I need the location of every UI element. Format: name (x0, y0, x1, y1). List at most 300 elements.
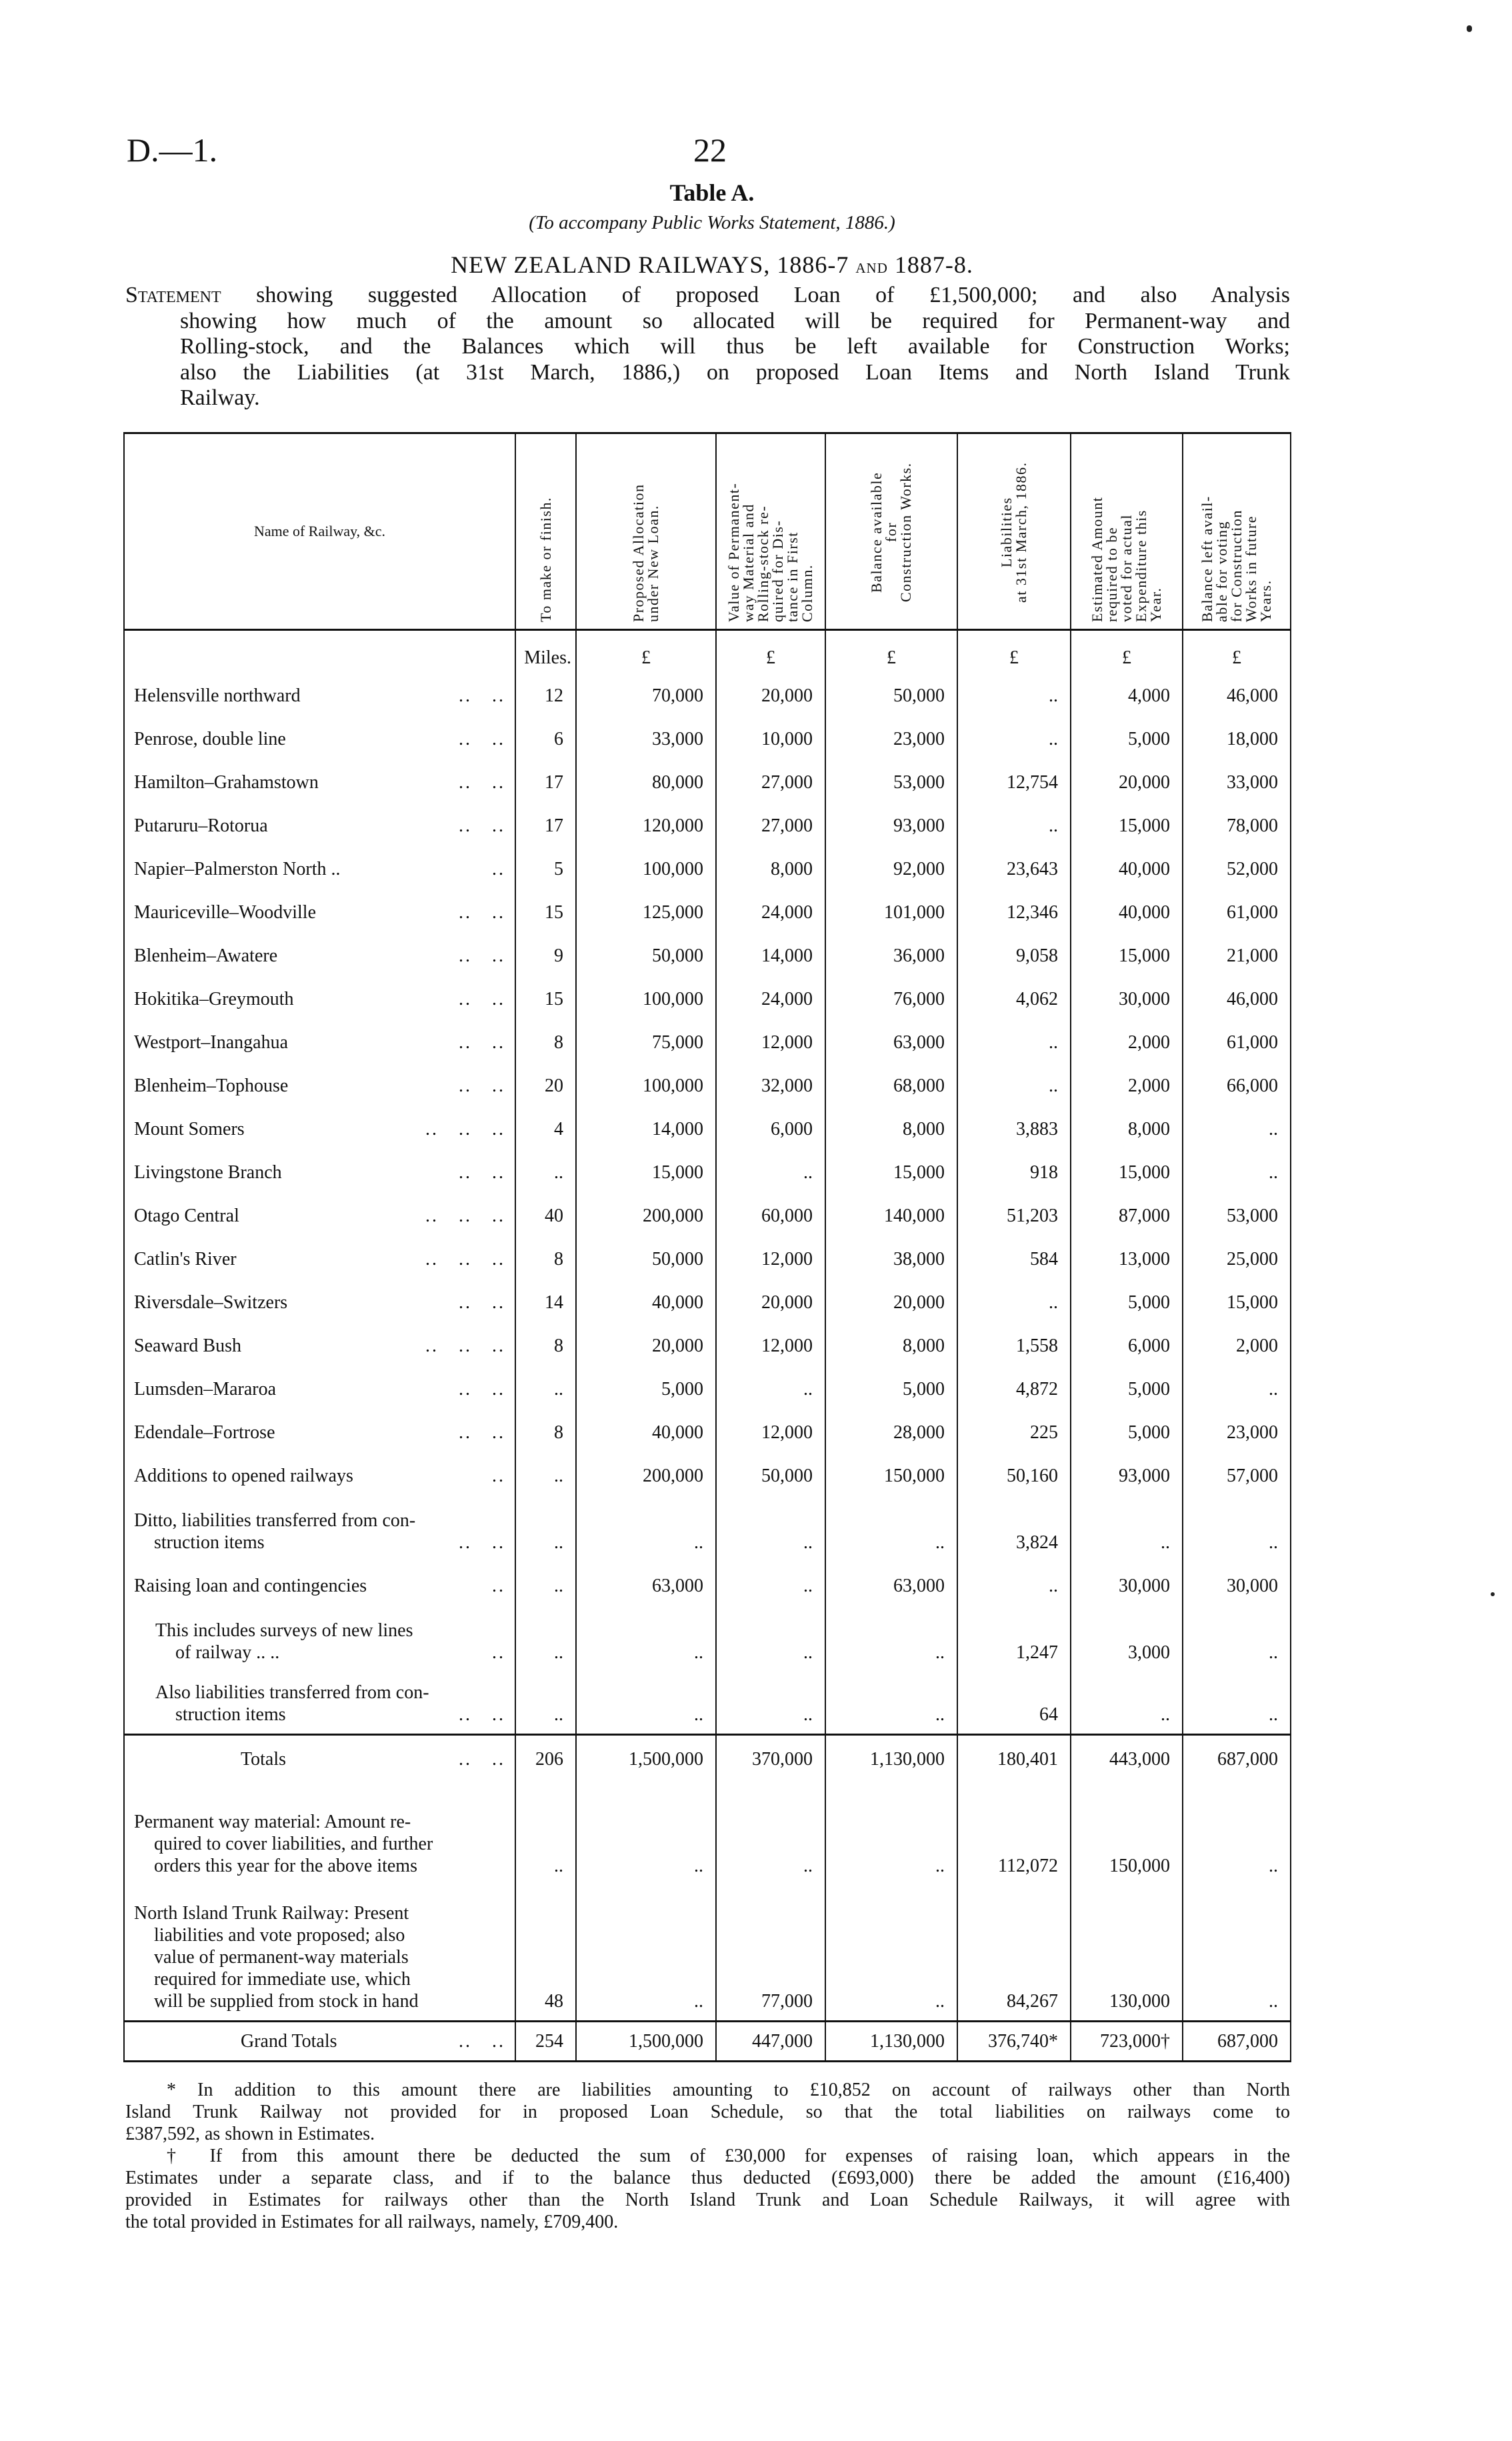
column-header-proposed-allocation (576, 433, 716, 630)
railway-name-cell (124, 1061, 515, 1105)
balance-available-cell: .. (825, 1672, 957, 1735)
proposed-allocation-cell: 120,000 (576, 801, 716, 845)
balance-left-cell: 61,000 (1183, 1018, 1291, 1061)
railway-name-cell (124, 1885, 515, 2022)
railway-name-line: Totals (241, 1748, 287, 1770)
table-row (124, 1365, 1291, 1408)
liabilities-cell: 64 (957, 1672, 1071, 1735)
footnote-dagger-line: † If from this amount there be deducted the sum of £30,000 for expenses of raising loan, which appears in the (167, 2146, 1290, 2166)
unit-label: £ (716, 630, 825, 671)
miles-cell: 14 (515, 1278, 576, 1322)
railway-name-line: required for immediate use, which (154, 1969, 411, 1990)
balance-left-cell: 52,000 (1183, 845, 1291, 888)
balance-available-cell: .. (825, 1778, 957, 1885)
unit-label: Miles. (515, 630, 576, 671)
railway-name-line: Napier–Palmerston North .. (134, 858, 341, 879)
dot-leaders: .. (492, 858, 505, 879)
railway-name-line: Grand Totals (241, 2031, 337, 2052)
estimated-amount-cell: 723,000† (1071, 2022, 1183, 2062)
railway-name-line: Catlin's River (134, 1248, 237, 1270)
column-header-text: Estimated Amount required to be voted for actual Expenditure this Year. (1089, 496, 1164, 622)
balance-left-cell: 57,000 (1183, 1452, 1291, 1495)
column-header-text: Liabilities at 31st March, 1886. (998, 461, 1029, 603)
table-row (124, 1672, 1291, 1735)
balance-available-cell: 93,000 (825, 801, 957, 845)
balance-left-cell: .. (1183, 1148, 1291, 1191)
railway-name-cell (124, 975, 515, 1018)
totals-row (124, 2022, 1291, 2062)
permanent-way-value-cell: 12,000 (716, 1018, 825, 1061)
table-row (124, 1778, 1291, 1885)
liabilities-cell: 1,247 (957, 1605, 1071, 1672)
title-part-1: NEW ZEALAND RAILWAYS, 1886-7 (451, 251, 849, 278)
column-header-balance-left (1183, 433, 1291, 630)
railway-name-line: This includes surveys of new lines (155, 1620, 413, 1641)
miles-cell: 8 (515, 1408, 576, 1452)
table-label: Table A. (669, 179, 755, 206)
statement-line: also the Liabilities (at 31st March, 1886,) on proposed Loan Items and North Island Trunk (180, 359, 1290, 385)
statement-line: Rolling-stock, and the Balances which will thus be left available for Construction Works; (180, 334, 1290, 359)
permanent-way-value-cell: 20,000 (716, 671, 825, 715)
proposed-allocation-cell: 1,500,000 (576, 1735, 716, 1778)
liabilities-cell: 12,346 (957, 888, 1071, 931)
table-row (124, 1278, 1291, 1322)
balance-available-cell: 150,000 (825, 1452, 957, 1495)
proposed-allocation-cell: 80,000 (576, 758, 716, 801)
liabilities-cell: 376,740* (957, 2022, 1071, 2062)
proposed-allocation-cell: 50,000 (576, 1235, 716, 1278)
unit-label: £ (576, 630, 716, 671)
table-row (124, 1885, 1291, 2022)
footnote-star-line: * In addition to this amount there are liabilities amounting to £10,852 on account of railways other than North (167, 2080, 1290, 2100)
proposed-allocation-cell: 20,000 (576, 1322, 716, 1365)
permanent-way-value-cell: 12,000 (716, 1235, 825, 1278)
footnote-star-line: £387,592, as shown in Estimates. (125, 2124, 375, 2144)
permanent-way-value-cell: .. (716, 1365, 825, 1408)
railway-name-cell (124, 1365, 515, 1408)
railway-name-cell (124, 1452, 515, 1495)
railway-name-cell (124, 1778, 515, 1885)
permanent-way-value-cell: 12,000 (716, 1408, 825, 1452)
permanent-way-value-cell: 77,000 (716, 1885, 825, 2022)
footnote-dagger-line: the total provided in Estimates for all railways, namely, £709,400. (125, 2212, 619, 2232)
table-row (124, 1605, 1291, 1672)
railway-name-cell (124, 931, 515, 975)
proposed-allocation-cell: .. (576, 1605, 716, 1672)
miles-cell: 9 (515, 931, 576, 975)
miles-cell: 15 (515, 975, 576, 1018)
table-row (124, 1235, 1291, 1278)
permanent-way-value-cell: 14,000 (716, 931, 825, 975)
estimated-amount-cell: .. (1071, 1495, 1183, 1562)
proposed-allocation-cell: 14,000 (576, 1105, 716, 1148)
balance-available-cell: 63,000 (825, 1018, 957, 1061)
railway-name-line: Ditto, liabilities transferred from con- (134, 1510, 416, 1531)
table-row (124, 1408, 1291, 1452)
permanent-way-value-cell: 10,000 (716, 715, 825, 758)
railway-name-cell (124, 1408, 515, 1452)
permanent-way-value-cell: .. (716, 1605, 825, 1672)
liabilities-cell: 4,062 (957, 975, 1071, 1018)
miles-cell: 17 (515, 758, 576, 801)
balance-left-cell: .. (1183, 1605, 1291, 1672)
dot-leaders: .. .. (459, 685, 505, 706)
miles-cell: 40 (515, 1191, 576, 1235)
unit-label: £ (1183, 630, 1291, 671)
balance-available-cell: 76,000 (825, 975, 957, 1018)
railway-name-line: Additions to opened railways (134, 1465, 353, 1486)
railways-table (123, 432, 1291, 2062)
scan-speck (1491, 1592, 1495, 1596)
dot-leaders: .. .. (459, 1704, 505, 1725)
unit-label: £ (957, 630, 1071, 671)
estimated-amount-cell: 15,000 (1071, 1148, 1183, 1191)
dot-leaders: .. .. (459, 771, 505, 793)
balance-left-cell: .. (1183, 1495, 1291, 1562)
balance-left-cell: 687,000 (1183, 1735, 1291, 1778)
dot-leaders: .. .. (459, 1075, 505, 1096)
balance-available-cell: 8,000 (825, 1105, 957, 1148)
permanent-way-value-cell: 447,000 (716, 2022, 825, 2062)
liabilities-cell: 12,754 (957, 758, 1071, 801)
estimated-amount-cell: 87,000 (1071, 1191, 1183, 1235)
liabilities-cell: .. (957, 671, 1071, 715)
estimated-amount-cell: 5,000 (1071, 715, 1183, 758)
liabilities-cell: 3,883 (957, 1105, 1071, 1148)
estimated-amount-cell: 40,000 (1071, 888, 1183, 931)
proposed-allocation-cell: .. (576, 1672, 716, 1735)
proposed-allocation-cell: .. (576, 1885, 716, 2022)
proposed-allocation-cell: 200,000 (576, 1191, 716, 1235)
column-header-text: Value of Permanent- way Material and Rolling-stock re- quired for Dis- tance in First Column. (725, 482, 815, 622)
miles-cell: .. (515, 1562, 576, 1605)
balance-left-cell: 25,000 (1183, 1235, 1291, 1278)
estimated-amount-cell: 15,000 (1071, 931, 1183, 975)
dot-leaders: .. .. (459, 2031, 505, 2052)
liabilities-cell: 918 (957, 1148, 1071, 1191)
railway-name-cell (124, 758, 515, 801)
balance-left-cell: 46,000 (1183, 671, 1291, 715)
footnotes (125, 2079, 1290, 2233)
miles-cell: 8 (515, 1322, 576, 1365)
railway-name-cell (124, 1105, 515, 1148)
dot-leaders: .. .. (459, 728, 505, 749)
balance-available-cell: 5,000 (825, 1365, 957, 1408)
dot-leaders: .. .. .. (425, 1118, 505, 1139)
permanent-way-value-cell: .. (716, 1495, 825, 1562)
permanent-way-value-cell: .. (716, 1148, 825, 1191)
dot-leaders: .. (492, 1465, 505, 1486)
table-row (124, 1105, 1291, 1148)
balance-left-cell: 53,000 (1183, 1191, 1291, 1235)
permanent-way-value-cell: 24,000 (716, 975, 825, 1018)
table-row (124, 1061, 1291, 1105)
estimated-amount-cell: 40,000 (1071, 845, 1183, 888)
railway-name-cell (124, 715, 515, 758)
proposed-allocation-cell: 50,000 (576, 931, 716, 975)
liabilities-cell: .. (957, 1061, 1071, 1105)
table-row (124, 671, 1291, 715)
estimated-amount-cell: .. (1071, 1672, 1183, 1735)
railway-name-line: North Island Trunk Railway: Present (134, 1903, 409, 1924)
railway-name-cell (124, 1495, 515, 1562)
railway-name-cell (124, 1322, 515, 1365)
balance-available-cell: 1,130,000 (825, 2022, 957, 2062)
liabilities-cell: 84,267 (957, 1885, 1071, 2022)
dot-leaders: .. .. (459, 1422, 505, 1443)
permanent-way-value-cell: .. (716, 1778, 825, 1885)
unit-label: £ (1071, 630, 1183, 671)
permanent-way-value-cell: 60,000 (716, 1191, 825, 1235)
column-header-text: Balance available for Construction Works. (868, 462, 914, 602)
totals-row (124, 1735, 1291, 1778)
footnote-star-line: Island Trunk Railway not provided for in proposed Loan Schedule, so that the total liabilities on railways come to (125, 2102, 1290, 2122)
railway-name-line: will be supplied from stock in hand (154, 1991, 419, 2012)
proposed-allocation-cell: 100,000 (576, 975, 716, 1018)
railway-name-line: struction items (175, 1704, 286, 1725)
statement-paragraph (125, 283, 1290, 411)
statement-line (125, 283, 1290, 309)
estimated-amount-cell: 3,000 (1071, 1605, 1183, 1672)
permanent-way-value-cell: 370,000 (716, 1735, 825, 1778)
column-header-liabilities (957, 433, 1071, 630)
dot-leaders: .. (492, 1642, 505, 1663)
liabilities-cell: 23,643 (957, 845, 1071, 888)
permanent-way-value-cell: 20,000 (716, 1278, 825, 1322)
miles-cell: 20 (515, 1061, 576, 1105)
balance-available-cell: 68,000 (825, 1061, 957, 1105)
estimated-amount-cell: 5,000 (1071, 1408, 1183, 1452)
railway-name-line: Seaward Bush (134, 1335, 241, 1356)
miles-cell: 48 (515, 1885, 576, 2022)
railway-name-cell (124, 1672, 515, 1735)
estimated-amount-cell: 30,000 (1071, 1562, 1183, 1605)
liabilities-cell: 180,401 (957, 1735, 1071, 1778)
table-row (124, 758, 1291, 801)
liabilities-cell: 584 (957, 1235, 1071, 1278)
liabilities-cell: 4,872 (957, 1365, 1071, 1408)
table-row (124, 931, 1291, 975)
estimated-amount-cell: 130,000 (1071, 1885, 1183, 2022)
dot-leaders: .. .. .. (425, 1335, 505, 1356)
balance-left-cell: .. (1183, 1365, 1291, 1408)
table-row (124, 1322, 1291, 1365)
statement-line: showing how much of the amount so allocated will be required for Permanent-way and (180, 308, 1290, 333)
balance-left-cell: .. (1183, 1778, 1291, 1885)
dot-leaders: .. .. (459, 945, 505, 966)
dot-leaders: .. .. (459, 1292, 505, 1313)
liabilities-cell: 50,160 (957, 1452, 1071, 1495)
liabilities-cell: .. (957, 715, 1071, 758)
permanent-way-value-cell: 8,000 (716, 845, 825, 888)
miles-cell: .. (515, 1672, 576, 1735)
proposed-allocation-cell: 70,000 (576, 671, 716, 715)
railway-name-line: Blenheim–Awatere (134, 945, 278, 966)
units-name-cell (124, 630, 515, 671)
column-header-permanent-way-value (716, 433, 825, 630)
railway-name-cell (124, 1278, 515, 1322)
railway-name-line: liabilities and vote proposed; also (154, 1925, 405, 1946)
balance-left-cell: 78,000 (1183, 801, 1291, 845)
railway-name-line: Helensville northward (134, 685, 301, 706)
column-header-text: Balance left avail- able for voting for Construction Works in future Years. (1199, 495, 1274, 622)
title-and: and (855, 255, 888, 277)
table-row (124, 845, 1291, 888)
railway-name-line: quired to cover liabilities, and further (154, 1833, 433, 1854)
balance-available-cell: 8,000 (825, 1322, 957, 1365)
balance-available-cell: .. (825, 1495, 957, 1562)
balance-available-cell: 140,000 (825, 1191, 957, 1235)
proposed-allocation-cell: 40,000 (576, 1408, 716, 1452)
balance-left-cell: 2,000 (1183, 1322, 1291, 1365)
railway-name-line: Mount Somers (134, 1118, 245, 1139)
document-reference: D.—1. (127, 131, 218, 169)
footnote-dagger-line: Estimates under a separate class, and if to the balance thus deducted (£693,000) there be added the amount (£16,400) (125, 2168, 1290, 2188)
railway-name-line: struction items (154, 1532, 265, 1553)
dot-leaders: .. .. .. (425, 1205, 505, 1226)
dot-leaders: .. .. .. (425, 1248, 505, 1270)
proposed-allocation-cell: 5,000 (576, 1365, 716, 1408)
balance-available-cell: 92,000 (825, 845, 957, 888)
table-row (124, 801, 1291, 845)
table-row (124, 1148, 1291, 1191)
railway-name-cell (124, 1562, 515, 1605)
balance-available-cell: 28,000 (825, 1408, 957, 1452)
railway-name-line: Riversdale–Switzers (134, 1292, 288, 1313)
units-row (124, 630, 1291, 671)
estimated-amount-cell: 4,000 (1071, 671, 1183, 715)
railway-name-line: Hamilton–Grahamstown (134, 771, 319, 793)
proposed-allocation-cell: 125,000 (576, 888, 716, 931)
dot-leaders: .. .. (459, 1748, 505, 1770)
column-header-estimated-amount (1071, 433, 1183, 630)
miles-cell: 15 (515, 888, 576, 931)
dot-leaders: .. .. (459, 988, 505, 1009)
table-row (124, 715, 1291, 758)
estimated-amount-cell: 5,000 (1071, 1365, 1183, 1408)
miles-cell: .. (515, 1495, 576, 1562)
railway-name-line: of railway .. .. (175, 1642, 280, 1663)
dot-leaders: .. .. (459, 1031, 505, 1053)
railway-name-cell (124, 1735, 515, 1778)
railway-name-line: orders this year for the above items (154, 1855, 417, 1876)
proposed-allocation-cell: 100,000 (576, 1061, 716, 1105)
liabilities-cell: 1,558 (957, 1322, 1071, 1365)
miles-cell: 4 (515, 1105, 576, 1148)
proposed-allocation-cell: 15,000 (576, 1148, 716, 1191)
column-header-name: Name of Railway, &c. (124, 433, 515, 630)
proposed-allocation-cell: .. (576, 1778, 716, 1885)
balance-left-cell: .. (1183, 1105, 1291, 1148)
balance-left-cell: 21,000 (1183, 931, 1291, 975)
miles-cell: 206 (515, 1735, 576, 1778)
title-part-2: 1887-8. (894, 251, 973, 278)
balance-available-cell: 63,000 (825, 1562, 957, 1605)
balance-available-cell: .. (825, 1885, 957, 2022)
balance-available-cell: 20,000 (825, 1278, 957, 1322)
statement-line: Railway. (180, 385, 260, 410)
miles-cell: .. (515, 1778, 576, 1885)
balance-left-cell: 15,000 (1183, 1278, 1291, 1322)
balance-left-cell: 61,000 (1183, 888, 1291, 931)
balance-available-cell: 101,000 (825, 888, 957, 931)
railway-name-cell (124, 1148, 515, 1191)
balance-available-cell: 23,000 (825, 715, 957, 758)
statement-line-text: showing suggested Allocation of proposed Loan of £1,500,000; and also Analysis (256, 283, 1291, 307)
liabilities-cell: .. (957, 1562, 1071, 1605)
header-row (124, 433, 1291, 630)
railway-name-line: value of permanent-way materials (154, 1947, 409, 1968)
permanent-way-value-cell: 6,000 (716, 1105, 825, 1148)
miles-cell: .. (515, 1452, 576, 1495)
balance-left-cell: .. (1183, 1672, 1291, 1735)
railway-name-line: Putaruru–Rotorua (134, 815, 268, 836)
balance-left-cell: 23,000 (1183, 1408, 1291, 1452)
balance-left-cell: 687,000 (1183, 2022, 1291, 2062)
miles-cell: 12 (515, 671, 576, 715)
railway-name-line: Livingstone Branch (134, 1161, 282, 1183)
liabilities-cell: 112,072 (957, 1778, 1071, 1885)
estimated-amount-cell: 150,000 (1071, 1778, 1183, 1885)
liabilities-cell: 9,058 (957, 931, 1071, 975)
balance-available-cell: 38,000 (825, 1235, 957, 1278)
page-title (0, 251, 1424, 279)
railway-name-line: Permanent way material: Amount re- (134, 1811, 411, 1832)
estimated-amount-cell: 6,000 (1071, 1322, 1183, 1365)
estimated-amount-cell: 443,000 (1071, 1735, 1183, 1778)
liabilities-cell: 3,824 (957, 1495, 1071, 1562)
miles-cell: 17 (515, 801, 576, 845)
proposed-allocation-cell: .. (576, 1495, 716, 1562)
liabilities-cell: 51,203 (957, 1191, 1071, 1235)
estimated-amount-cell: 5,000 (1071, 1278, 1183, 1322)
miles-cell: 8 (515, 1235, 576, 1278)
balance-left-cell: 30,000 (1183, 1562, 1291, 1605)
proposed-allocation-cell: 40,000 (576, 1278, 716, 1322)
miles-cell: 8 (515, 1018, 576, 1061)
table-row (124, 1018, 1291, 1061)
railway-name-line: Lumsden–Mararoa (134, 1378, 277, 1400)
dot-leaders: .. .. (459, 1378, 505, 1400)
railway-name-line: Otago Central (134, 1205, 239, 1226)
table-row (124, 1191, 1291, 1235)
estimated-amount-cell: 20,000 (1071, 758, 1183, 801)
column-header-text: To make or finish. (537, 497, 554, 622)
estimated-amount-cell: 13,000 (1071, 1235, 1183, 1278)
balance-available-cell: 53,000 (825, 758, 957, 801)
permanent-way-value-cell: .. (716, 1672, 825, 1735)
estimated-amount-cell: 2,000 (1071, 1018, 1183, 1061)
proposed-allocation-cell: 200,000 (576, 1452, 716, 1495)
column-header-miles (515, 433, 576, 630)
balance-available-cell: 1,130,000 (825, 1735, 957, 1778)
railway-name-cell (124, 2022, 515, 2062)
table-row (124, 1495, 1291, 1562)
railway-name-cell (124, 1191, 515, 1235)
railway-name-line: Raising loan and contingencies (134, 1575, 367, 1596)
estimated-amount-cell: 93,000 (1071, 1452, 1183, 1495)
railway-name-line: Also liabilities transferred from con- (155, 1682, 429, 1703)
balance-available-cell: 50,000 (825, 671, 957, 715)
dot-leaders: .. .. (459, 901, 505, 923)
column-header-text: Proposed Allocation under New Loan. (630, 483, 661, 622)
scan-speck (1467, 25, 1472, 32)
dot-leaders: .. .. (459, 815, 505, 836)
dot-leaders: .. (492, 1575, 505, 1596)
table-subtitle: (To accompany Public Works Statement, 1886.) (529, 212, 895, 233)
liabilities-cell: .. (957, 1018, 1071, 1061)
column-header-balance-available (825, 433, 957, 630)
